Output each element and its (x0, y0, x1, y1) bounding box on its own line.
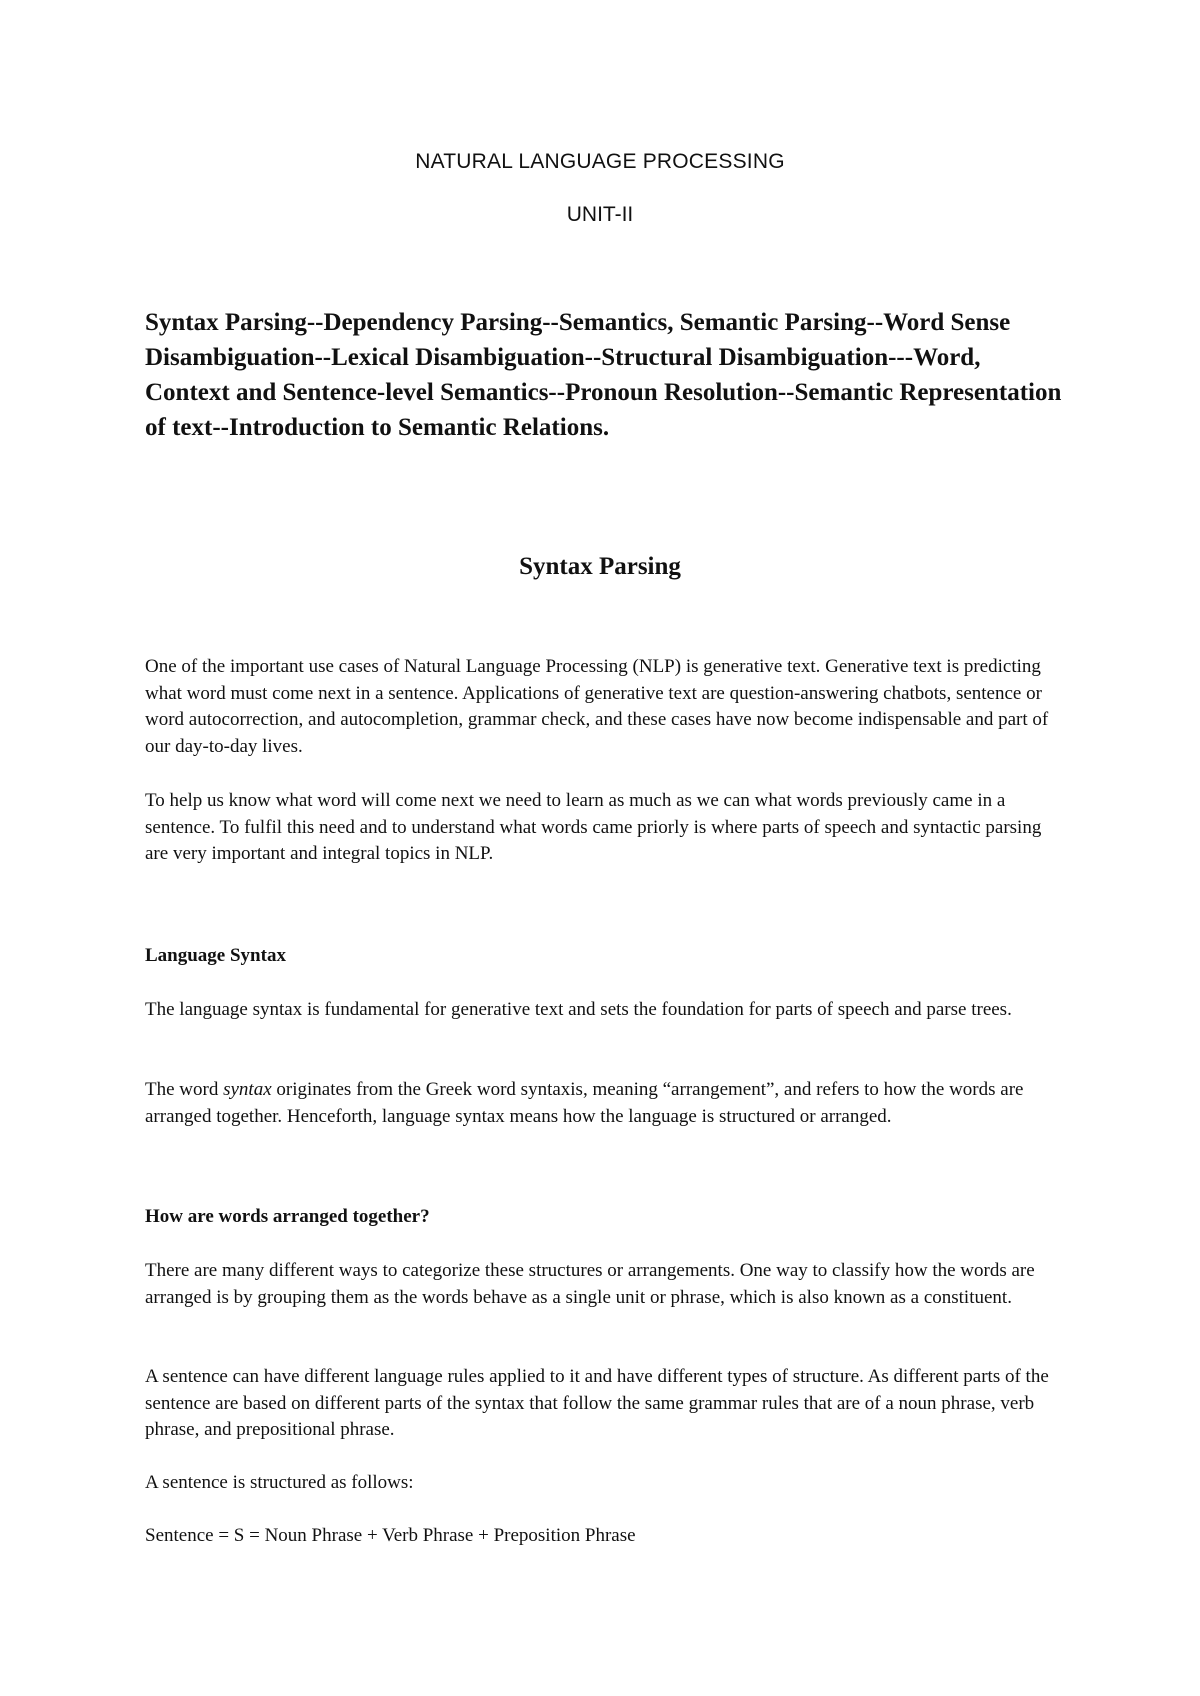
syntax-origin-text-start: The word (145, 1079, 224, 1100)
paragraph-parts-of-speech: To help us know what word will come next we need to learn as much as we can what words previously came in a sentence. To fulfil this need and to understand what words came priorly is where parts of speech and syntactic parsing are very important and integral topics in NLP. (145, 790, 1042, 864)
subheading-language-syntax: Language Syntax (145, 945, 286, 966)
unit-topics: Syntax Parsing--Dependency Parsing--Semantics, Semantic Parsing--Word Sense Disambiguation--Lexical Disambiguation--Structural Disambiguation---Word, Context and Sentence-level Semantics--Pronoun Resolution--Semantic Representation of text--Introduction to Semantic Relations. (145, 309, 1062, 441)
paragraph-sentence-formula: Sentence = S = Noun Phrase + Verb Phrase + Preposition Phrase (145, 1525, 636, 1546)
document-unit: UNIT-II (566, 203, 634, 226)
subheading-words-arranged: How are words arranged together? (145, 1206, 430, 1227)
paragraph-syntax-origin (145, 1077, 1065, 1130)
paragraph-constituent: There are many different ways to categorize these structures or arrangements. One way to classify how the words are arranged is by grouping them as the words behave as a single unit or phrase, which is also known as a constituent. (145, 1260, 1035, 1308)
section-heading-syntax-parsing: Syntax Parsing (519, 553, 681, 580)
paragraph-language-rules: A sentence can have different language rules applied to it and have different types of structure. As different parts of the sentence are based on different parts of the syntax that follow the same grammar rules that are of a noun phrase, verb phrase, and prepositional phrase. (145, 1366, 1049, 1440)
paragraph-language-syntax-foundation: The language syntax is fundamental for generative text and sets the foundation for parts of speech and parse trees. (145, 999, 1012, 1020)
paragraph-sentence-structure-intro: A sentence is structured as follows: (145, 1472, 414, 1493)
syntax-term-italic: syntax (223, 1079, 272, 1100)
syntax-origin-text-end: originates from the Greek word syntaxis, meaning “arrangement”, and refers to how the words are arranged together. Henceforth, language syntax means how the language is structured or arranged. (145, 1079, 1024, 1127)
document-title: NATURAL LANGUAGE PROCESSING (415, 150, 785, 173)
paragraph-generative-text: One of the important use cases of Natural Language Processing (NLP) is generative text. Generative text is predicting what word must come next in a sentence. Applications of generative text are question-answering chatbots, sentence or word autocorrection, and autocompletion, grammar check, and these cases have now become indispensable and part of our day-to-day lives. (145, 656, 1049, 757)
